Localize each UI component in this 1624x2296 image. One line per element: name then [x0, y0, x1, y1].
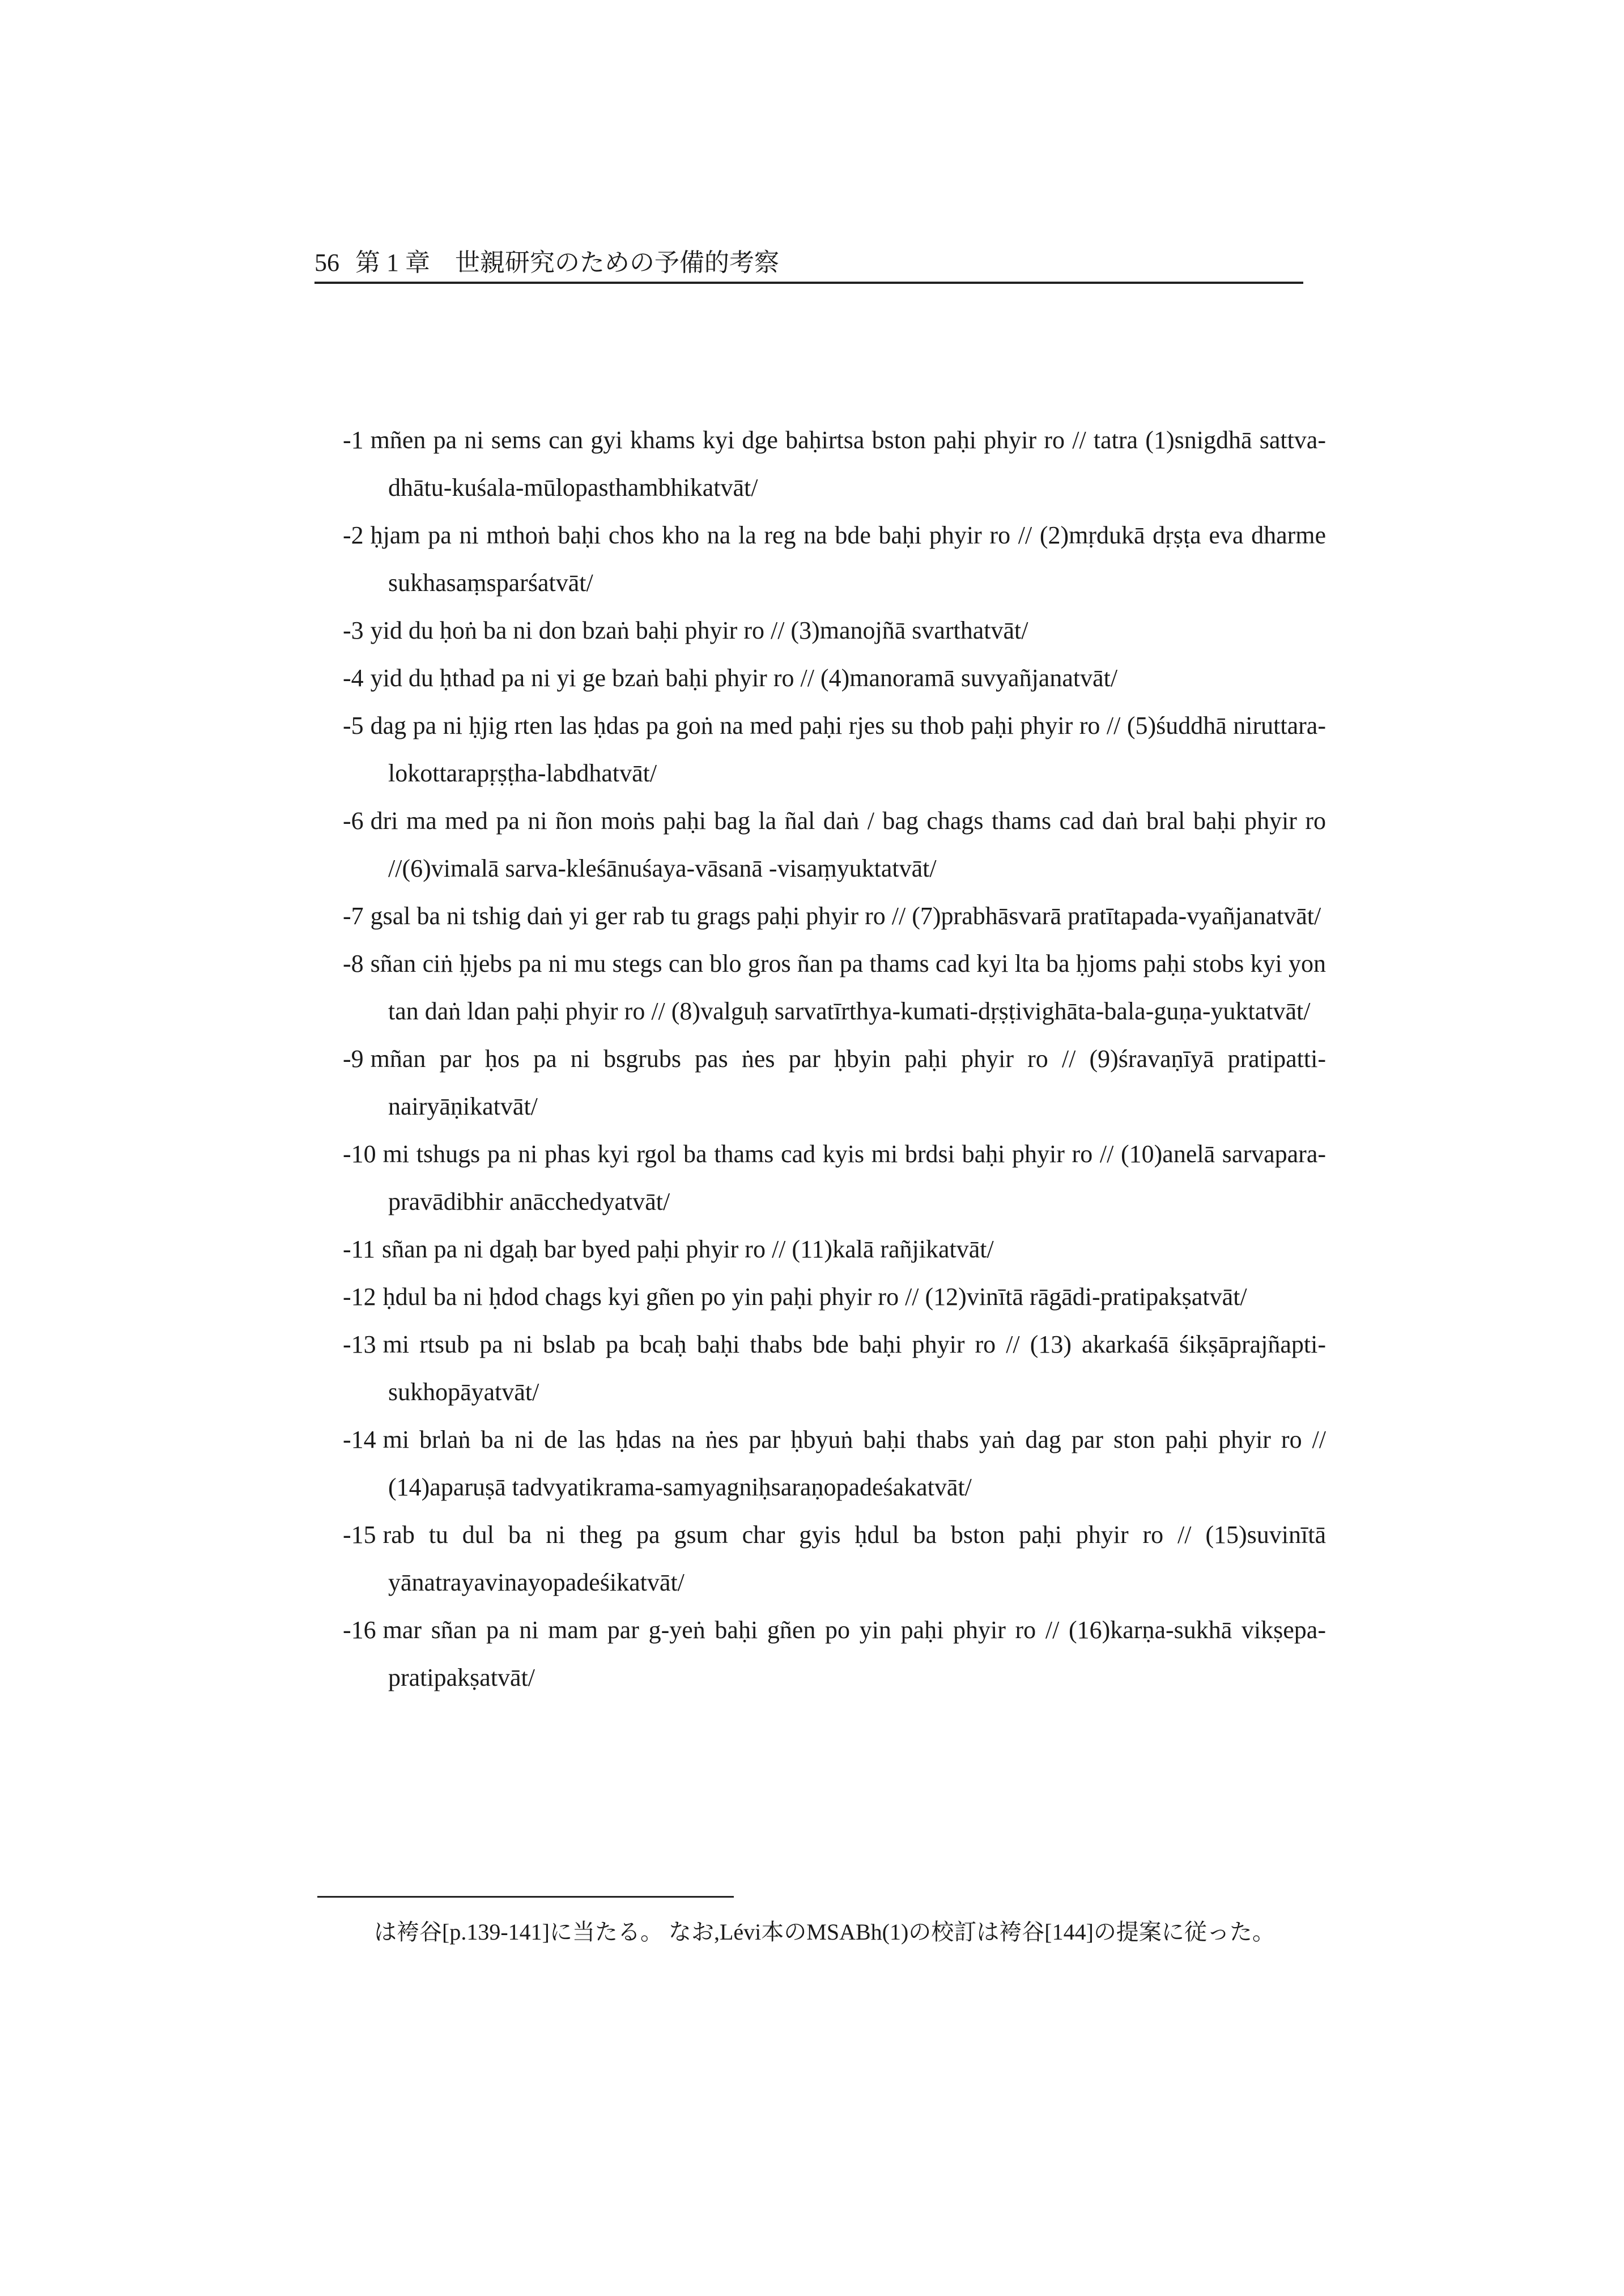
entry-label: -12 [343, 1283, 376, 1311]
entry-text: yid du ḥoṅ ba ni don bzaṅ baḥi phyir ro // (3)manojñā svarthatvāt/ [370, 616, 1028, 644]
entry-text: rab tu dul ba ni theg pa gsum char gyis ḥdul ba bston paḥi phyir ro // (15)suvinītā yānatrayavinayopadeśikatvāt/ [382, 1521, 1326, 1596]
entry-label: -11 [343, 1235, 376, 1263]
footnote: は袴谷[p.139-141]に当たる。 なお,Lévi本のMSABh(1)の校訂は袴谷[144]の提案に従った。 [374, 1919, 1275, 1945]
entry-label: -5 [343, 712, 364, 739]
entry-15 [343, 1511, 1326, 1606]
entry-label: -16 [343, 1616, 376, 1644]
entry-label: -2 [343, 521, 364, 549]
entry-text: mi tshugs pa ni phas kyi rgol ba thams cad kyis mi brdsi baḥi phyir ro // (10)anelā sarvapara-pravādibhir anācchedyatvāt/ [382, 1140, 1326, 1215]
entry-14 [343, 1416, 1326, 1511]
entry-label: -15 [343, 1521, 376, 1549]
entry-text: mi rtsub pa ni bslab pa bcaḥ baḥi thabs bde baḥi phyir ro // (13) akarkaśā śikṣāprajñapti-sukhopāyatvāt/ [382, 1330, 1326, 1406]
entry-1 [343, 416, 1326, 512]
entry-text: mñan par ḥos pa ni bsgrubs pas ṅes par ḥbyin paḥi phyir ro // (9)śravaṇīyā pratipatti-nairyāṇikatvāt/ [370, 1045, 1326, 1120]
chapter-title: 第 1 章 世親研究のための予備的考察 [355, 249, 779, 277]
entry-text: sñan ciṅ ḥjebs pa ni mu stegs can blo gros ñan pa thams cad kyi lta ba ḥjoms paḥi stobs kyi yon tan daṅ ldan paḥi phyir ro // (8)valguḥ sarvatīrthya-kumati-dṛṣṭivighāta-bala-guṇa-yuktatvāt/ [370, 950, 1326, 1025]
page-number: 56 [314, 249, 339, 277]
entry-label: -7 [343, 902, 364, 930]
entry-7 [343, 892, 1326, 940]
entry-label: -13 [343, 1330, 376, 1358]
entry-text: ḥdul ba ni ḥdod chags kyi gñen po yin paḥi phyir ro // (12)vinītā rāgādi-pratipakṣatvāt/ [382, 1283, 1247, 1311]
entry-5 [343, 702, 1326, 797]
footnote-divider [317, 1896, 734, 1898]
entry-12 [343, 1273, 1326, 1321]
entry-label: -6 [343, 807, 364, 835]
entry-text: mi brlaṅ ba ni de las ḥdas na ṅes par ḥbyuṅ baḥi thabs yaṅ dag par ston paḥi phyir ro // (14)aparuṣā tadvyatikrama-samyagniḥsaraṇopadeśakatvāt/ [382, 1426, 1326, 1501]
entry-text: mñen pa ni sems can gyi khams kyi dge baḥirtsa bston paḥi phyir ro // tatra (1)snigdhā sattva-dhātu-kuśala-mūlopasthambhikatvāt/ [370, 426, 1326, 501]
entry-6 [343, 797, 1326, 892]
entry-10 [343, 1130, 1326, 1226]
entry-text: yid du ḥthad pa ni yi ge bzaṅ baḥi phyir ro // (4)manoramā suvyañjanatvāt/ [370, 664, 1118, 692]
entry-list [343, 416, 1326, 1702]
entry-11 [343, 1226, 1326, 1273]
entry-label: -14 [343, 1426, 376, 1453]
entry-3 [343, 607, 1326, 654]
entry-2 [343, 512, 1326, 607]
page-header [314, 246, 1303, 284]
entry-label: -4 [343, 664, 364, 692]
entry-9 [343, 1035, 1326, 1130]
entry-13 [343, 1321, 1326, 1416]
entry-4 [343, 654, 1326, 702]
entry-16 [343, 1606, 1326, 1702]
entry-8 [343, 940, 1326, 1035]
entry-text: gsal ba ni tshig daṅ yi ger rab tu grags paḥi phyir ro // (7)prabhāsvarā pratītapada-vyañjanatvāt/ [370, 902, 1321, 930]
entry-label: -10 [343, 1140, 376, 1168]
entry-text: sñan pa ni dgaḥ bar byed paḥi phyir ro // (11)kalā rañjikatvāt/ [382, 1235, 994, 1263]
entry-label: -9 [343, 1045, 364, 1073]
entry-text: dag pa ni ḥjig rten las ḥdas pa goṅ na med paḥi rjes su thob paḥi phyir ro // (5)śuddhā niruttara-lokottarapṛṣṭha-labdhatvāt/ [370, 712, 1326, 787]
entry-text: dri ma med pa ni ñon moṅs paḥi bag la ñal daṅ / bag chags thams cad daṅ bral baḥi phyir ro //(6)vimalā sarva-kleśānuśaya-vāsanā -visaṃyuktatvāt/ [370, 807, 1326, 882]
entry-text: ḥjam pa ni mthoṅ baḥi chos kho na la reg na bde baḥi phyir ro // (2)mṛdukā dṛṣṭa eva dharme sukhasaṃsparśatvāt/ [370, 521, 1326, 597]
entry-label: -8 [343, 950, 364, 977]
entry-text: mar sñan pa ni mam par g-yeṅ baḥi gñen po yin paḥi phyir ro // (16)karṇa-sukhā vikṣepa-pratipakṣatvāt/ [382, 1616, 1326, 1691]
entry-label: -3 [343, 616, 364, 644]
entry-label: -1 [343, 426, 364, 454]
